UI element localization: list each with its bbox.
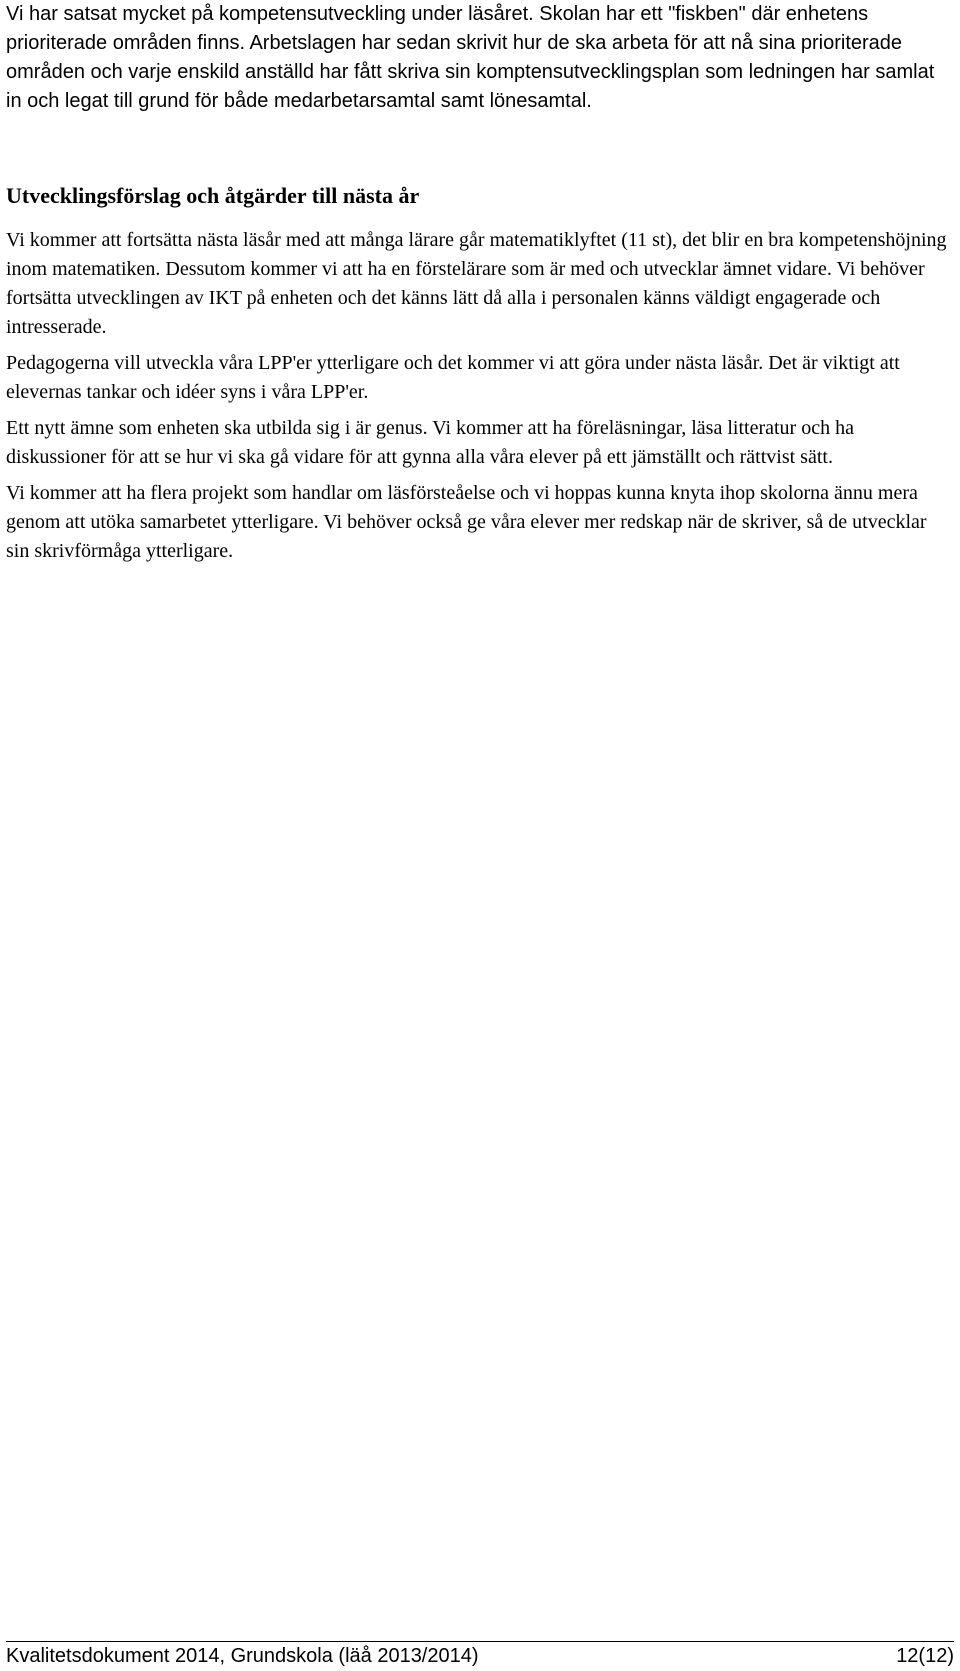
paragraph-reading: Vi kommer att ha flera projekt som handlar om läsförsteåelse och vi hoppas kunna knyta ihop skolorna ännu mera genom att utöka samarbetet ytterligare. Vi behöver också ge våra elever mer redskap när de skriver, så de utvecklar sin skrivförmåga ytterligare. <box>6 482 927 562</box>
intro-paragraph: Vi har satsat mycket på kompetensutveckling under läsåret. Skolan har ett "fiskben" där enhetens prioriterade områden finns. Arbetslagen har sedan skrivit hur de ska arbeta för att nå sina prioriterade områden och varje enskild anställd har fått skriva sin komptensutvecklingsplan som ledningen har samlat in och legat till grund för både medarbetarsamtal samt lönesamtal. <box>6 3 935 112</box>
page-footer <box>6 1641 954 1670</box>
footer-document-title: Kvalitetsdokument 2014, Grundskola (läå 2013/2014) <box>6 1645 479 1667</box>
paragraph-math: Vi kommer att fortsätta nästa läsår med att många lärare går matematiklyftet (11 st), det blir en bra kompetenshöjning inom matematiken. Dessutom kommer vi att ha en förstelärare som är med och utvecklar ämnet vidare. Vi behöver fortsätta utvecklingen av IKT på enheten och det känns lätt då alla i personalen känns väldigt engagerade och intresserade. <box>6 229 947 338</box>
section-heading: Utvecklingsförslag och åtgärder till nästa år <box>6 183 420 208</box>
footer-page-number: 12(12) <box>896 1645 954 1667</box>
paragraph-lpp: Pedagogerna vill utveckla våra LPP'er ytterligare och det kommer vi att göra under nästa läsår. Det är viktigt att elevernas tankar och idéer syns i våra LPP'er. <box>6 352 900 403</box>
paragraph-genus: Ett nytt ämne som enheten ska utbilda sig i är genus. Vi kommer att ha föreläsningar, läsa litteratur och ha diskussioner för att se hur vi ska gå vidare för att gynna alla våra elever på ett jämställt och rättvist sätt. <box>6 417 854 468</box>
section-body <box>6 226 954 573</box>
